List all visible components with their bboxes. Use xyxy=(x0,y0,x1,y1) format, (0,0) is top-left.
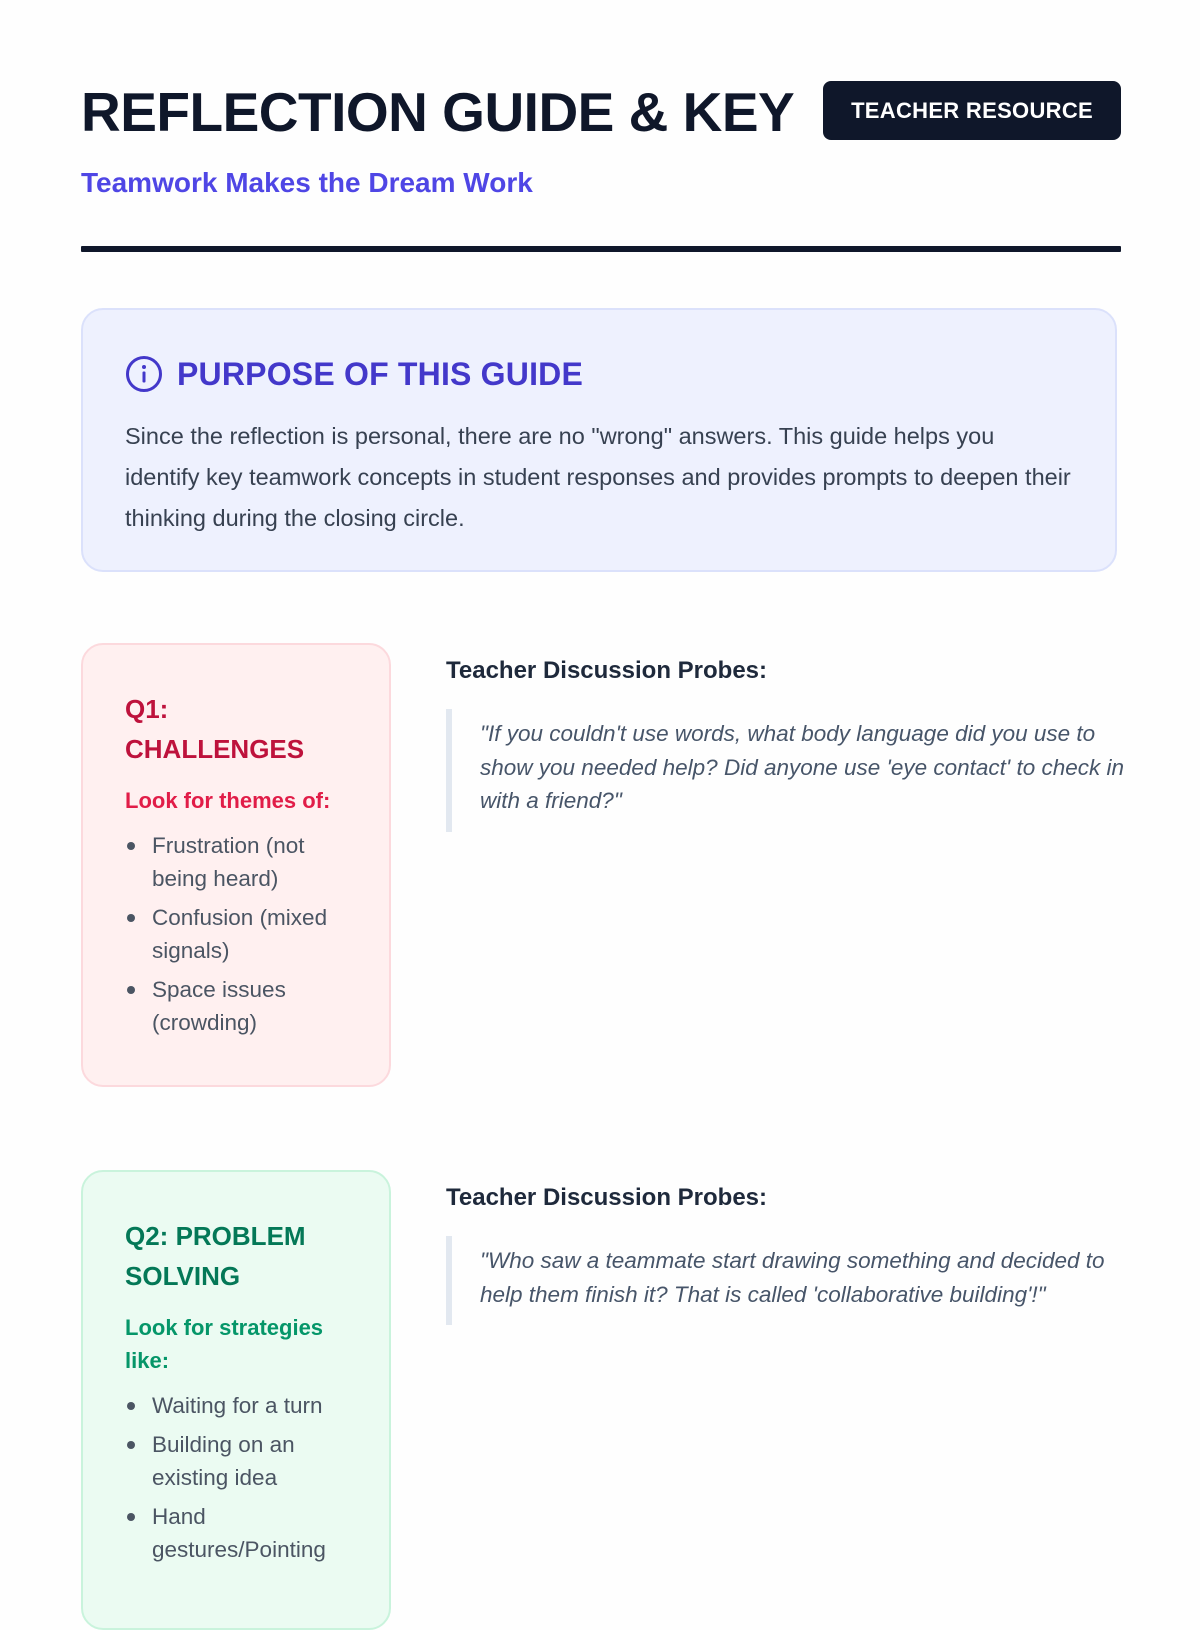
page-title: REFLECTION GUIDE & KEY xyxy=(81,81,795,143)
list-item-text: Hand gestures/Pointing xyxy=(152,1504,326,1562)
list-item xyxy=(125,973,359,1039)
question-title-line: Q2: PROBLEM xyxy=(125,1221,306,1251)
list-item xyxy=(125,829,359,895)
list-item xyxy=(125,1389,359,1422)
discussion-probes-q1 xyxy=(446,653,1126,832)
question-title-line: Q1: xyxy=(125,694,169,724)
question-title-line: SOLVING xyxy=(125,1261,241,1291)
purpose-header xyxy=(125,350,1073,398)
page-subtitle: Teamwork Makes the Dream Work xyxy=(81,167,533,198)
bullet-icon xyxy=(127,1513,135,1521)
question-title xyxy=(125,689,359,769)
probes-title: Teacher Discussion Probes: xyxy=(446,657,767,684)
list-item-text: Frustration (not being heard) xyxy=(152,833,305,891)
header xyxy=(81,0,1121,255)
probe-quote: "Who saw a teammate start drawing something and decided to help them finish it? That is called 'collaborative building'!" xyxy=(446,1236,1126,1325)
probe-quote: "If you couldn't use words, what body language did you use to show you needed help? Did anyone use 'eye contact' to check in with a friend?" xyxy=(446,709,1126,832)
bullet-icon xyxy=(127,1402,135,1410)
list-item-text: Building on an existing idea xyxy=(152,1432,295,1490)
bullet-icon xyxy=(127,986,135,994)
list-item xyxy=(125,901,359,967)
info-circle-icon xyxy=(125,355,163,393)
page xyxy=(81,0,1125,1562)
purpose-text: Since the reflection is personal, there are no "wrong" answers. This guide helps you identify key teamwork concepts in student responses and provides prompts to deepen their thinking during the closing circle. xyxy=(125,423,1071,531)
look-for-label: Look for themes of: xyxy=(125,788,331,813)
bullet-icon xyxy=(127,1441,135,1449)
bullet-icon xyxy=(127,914,135,922)
bullet-icon xyxy=(127,842,135,850)
list-item xyxy=(125,1500,359,1566)
question-card-q2 xyxy=(81,1170,391,1630)
question-title xyxy=(125,1216,359,1296)
purpose-title: PURPOSE OF THIS GUIDE xyxy=(177,355,584,392)
purpose-panel xyxy=(81,308,1117,572)
header-divider xyxy=(81,246,1121,252)
probes-title: Teacher Discussion Probes: xyxy=(446,1184,767,1211)
list-item-text: Confusion (mixed signals) xyxy=(152,905,328,963)
question-card-q1 xyxy=(81,643,391,1087)
question-title-line: CHALLENGES xyxy=(125,734,305,764)
list-item-text: Space issues (crowding) xyxy=(152,977,286,1035)
strategy-list xyxy=(125,1389,359,1566)
teacher-resource-badge: TEACHER RESOURCE xyxy=(823,81,1121,140)
discussion-probes-q2 xyxy=(446,1180,1126,1325)
list-item-text: Waiting for a turn xyxy=(152,1393,323,1418)
look-for-label: Look for strategies like: xyxy=(125,1315,324,1373)
list-item xyxy=(125,1428,359,1494)
theme-list xyxy=(125,829,359,1039)
